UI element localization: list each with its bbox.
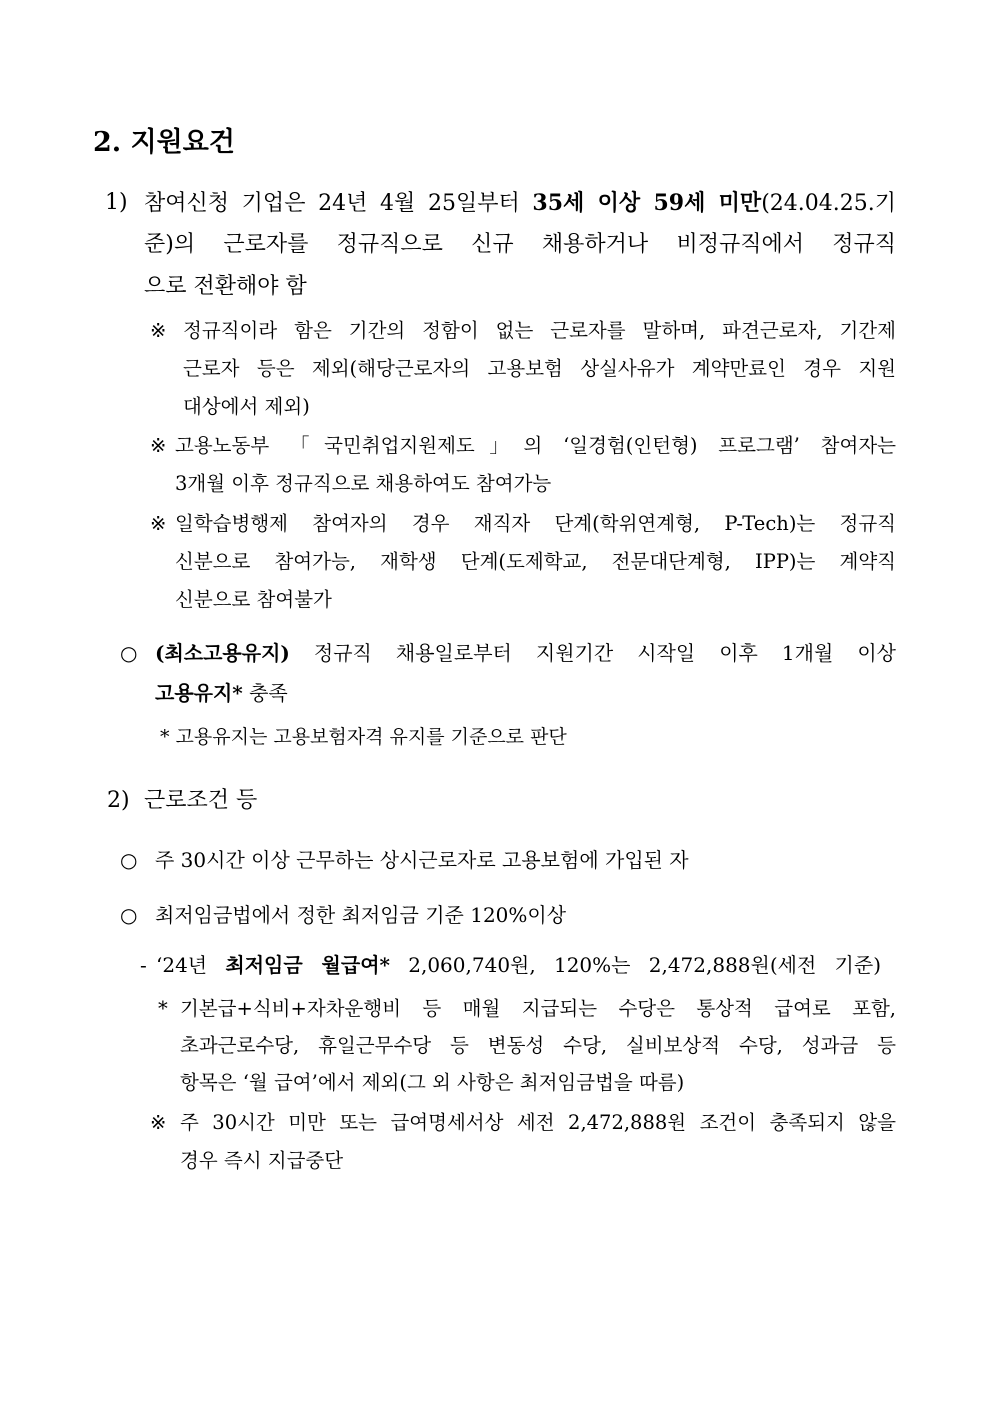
bullet1-footnote: * 고용유지는 고용보험자격 유지를 기준으로 판단 — [160, 726, 567, 748]
note4-line1: 주 30시간 미만 또는 급여명세서상 세전 2,472,888원 조건이 충족되지 않을 — [180, 1111, 896, 1134]
note3-line2: 신분으로 참여가능, 재학생 단계(도제학교, 전문대단계형, IPP)는 계약직 — [175, 550, 896, 573]
bullet3-text: 최저임금법에서 정한 최저임금 기준 120%이상 — [155, 903, 567, 927]
note2-line2: 3개월 이후 정규직으로 채용하여도 참여가능 — [175, 472, 552, 495]
footnote2-line1: 기본급+식비+자차운행비 등 매월 지급되는 수당은 통상적 급여로 포함, — [180, 997, 896, 1020]
note1-line2: 근로자 등은 제외(해당근로자의 고용보험 상실사유가 계약만료인 경우 지원 — [183, 357, 896, 380]
note2-line1: 고용노동부 「국민취업지원제도」의 ‘일경험(인턴형) 프로그램’ 참여자는 — [175, 434, 896, 457]
dash1-marker: - — [140, 953, 147, 977]
note3-marker: ※ — [150, 512, 167, 535]
footnote2-text — [180, 990, 896, 1101]
note3-line1: 일학습병행제 참여자의 경우 재직자 단계(학위연계형, P-Tech)는 정규직 — [175, 512, 896, 535]
dash1-text — [156, 945, 881, 985]
section-title: 2. 지원요건 — [93, 127, 235, 158]
note3-text — [175, 505, 896, 619]
note1-text — [183, 312, 896, 426]
item1-text — [144, 182, 896, 308]
item1-line1: 참여신청 기업은 24년 4월 25일부터 35세 이상 59세 미만(24.04.25.기 — [144, 190, 896, 216]
item2-heading: 근로조건 등 — [144, 788, 258, 813]
bullet1-line1: (최소고용유지) 정규직 채용일로부터 지원기간 시작일 이후 1개월 이상 — [155, 641, 896, 665]
note4-text — [180, 1104, 896, 1180]
note1-line3: 대상에서 제외) — [183, 395, 310, 418]
bullet1-marker: ○ — [120, 641, 138, 665]
note2-text — [175, 427, 896, 503]
note1-marker: ※ — [150, 319, 167, 342]
dash1-line: ‘24년 최저임금 월급여* 2,060,740원, 120%는 2,472,888원(세전 기준) — [156, 953, 882, 977]
bullet2-marker: ○ — [120, 848, 138, 872]
footnote2-marker: * — [158, 997, 168, 1020]
note2-marker: ※ — [150, 434, 167, 457]
footnote2-line2: 초과근로수당, 휴일근무수당 등 변동성 수당, 실비보상적 수당, 성과금 등 — [180, 1034, 896, 1057]
note4-line2: 경우 즉시 지급중단 — [180, 1149, 344, 1172]
bullet3-marker: ○ — [120, 903, 138, 927]
note1-line1: 정규직이라 함은 기간의 정함이 없는 근로자를 말하며, 파견근로자, 기간제 — [183, 319, 896, 342]
item1-line2: 준)의 근로자를 정규직으로 신규 채용하거나 비정규직에서 정규직 — [144, 232, 896, 257]
note4-marker: ※ — [150, 1111, 167, 1134]
item1-marker: 1) — [105, 190, 128, 215]
bullet1-line2: 고용유지* 충족 — [155, 681, 288, 705]
item1-line3: 으로 전환해야 함 — [144, 274, 307, 299]
bullet1-text — [155, 633, 896, 713]
bullet2-text: 주 30시간 이상 근무하는 상시근로자로 고용보험에 가입된 자 — [155, 848, 689, 872]
note3-line3: 신분으로 참여불가 — [175, 588, 332, 611]
footnote2-line3: 항목은 ‘월 급여’에서 제외(그 외 사항은 최저임금법을 따름) — [180, 1071, 685, 1094]
item2-marker: 2) — [107, 788, 130, 813]
